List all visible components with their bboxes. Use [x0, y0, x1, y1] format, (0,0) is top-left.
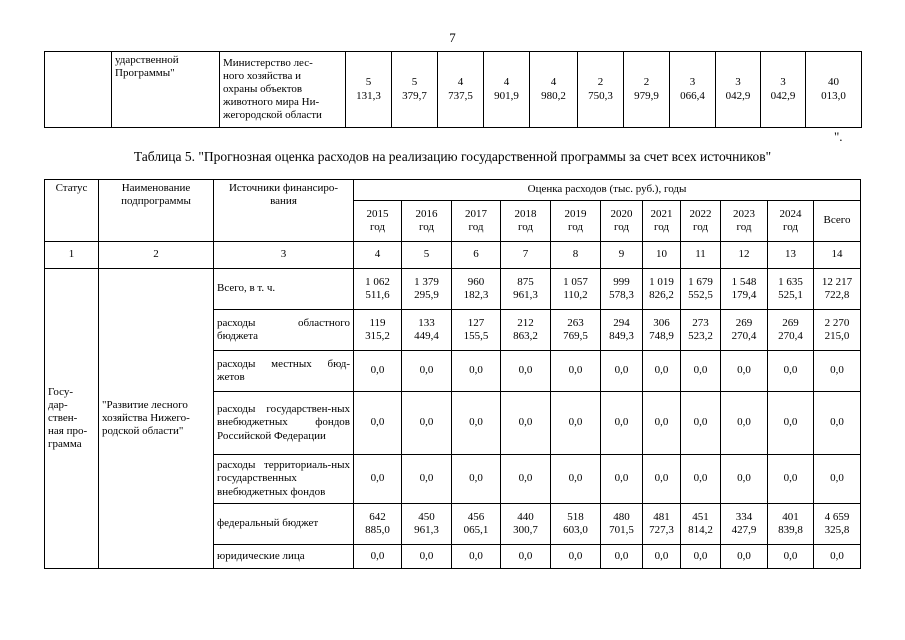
value-cell: 518 603,0: [551, 504, 601, 545]
value-cell: 4 901,9: [484, 52, 530, 128]
value-cell: 119 315,2: [354, 310, 402, 351]
value-cell: 0,0: [643, 351, 681, 392]
value-cell: 2 750,3: [578, 52, 624, 128]
value-cell: 334 427,9: [721, 504, 768, 545]
value-cell: 3 042,9: [716, 52, 761, 128]
value-cell: 263 769,5: [551, 310, 601, 351]
value-cell: 5 131,3: [346, 52, 392, 128]
header-year: 2024 год: [768, 201, 814, 242]
total-cell: 40 013,0: [806, 52, 862, 128]
value-cell: 0,0: [643, 392, 681, 455]
value-cell: 0,0: [768, 455, 814, 504]
value-cell: 273 523,2: [681, 310, 721, 351]
value-cell: 0,0: [402, 351, 452, 392]
column-number: 2: [99, 242, 214, 269]
column-number: 4: [354, 242, 402, 269]
value-cell: 960 182,3: [452, 269, 501, 310]
value-cell: 0,0: [402, 545, 452, 569]
executor-cell: Министерство лес- ного хозяйства и охраны объектов животного мира Ни- жегородской области: [220, 52, 346, 128]
column-number: 8: [551, 242, 601, 269]
header-year: 2018 год: [501, 201, 551, 242]
value-cell: 0,0: [354, 455, 402, 504]
value-cell: 480 701,5: [601, 504, 643, 545]
value-cell: 0,0: [768, 545, 814, 569]
value-cell: 306 748,9: [643, 310, 681, 351]
value-cell: 294 849,3: [601, 310, 643, 351]
value-cell: 0,0: [643, 455, 681, 504]
value-cell: 4 737,5: [438, 52, 484, 128]
source-cell: расходы местных бюд-жетов: [214, 351, 354, 392]
header-year: 2015 год: [354, 201, 402, 242]
table-caption: Таблица 5. "Прогнозная оценка расходов на реализацию государственной программы за счет всех источников": [133, 149, 772, 164]
value-cell: 0,0: [601, 455, 643, 504]
value-cell: 269 270,4: [721, 310, 768, 351]
value-cell: 1 548 179,4: [721, 269, 768, 310]
value-cell: 0,0: [721, 455, 768, 504]
value-cell: 0,0: [721, 351, 768, 392]
header-year: 2021 год: [643, 201, 681, 242]
value-cell: 456 065,1: [452, 504, 501, 545]
column-number: 6: [452, 242, 501, 269]
header-year: 2020 год: [601, 201, 643, 242]
column-number: 11: [681, 242, 721, 269]
value-cell: 0,0: [501, 455, 551, 504]
expenditure-forecast-table: [44, 179, 861, 569]
value-cell: 269 270,4: [768, 310, 814, 351]
value-cell: 1 635 525,1: [768, 269, 814, 310]
column-number: 14: [814, 242, 861, 269]
closing-quote: ".: [834, 129, 843, 144]
value-cell: 450 961,3: [402, 504, 452, 545]
header-year: 2016 год: [402, 201, 452, 242]
value-cell: 0,0: [681, 545, 721, 569]
total-cell: 0,0: [814, 392, 861, 455]
source-cell: юридические лица: [214, 545, 354, 569]
value-cell: 875 961,3: [501, 269, 551, 310]
value-cell: 5 379,7: [392, 52, 438, 128]
value-cell: 0,0: [601, 392, 643, 455]
value-cell: 1 057 110,2: [551, 269, 601, 310]
column-number: 1: [45, 242, 99, 269]
value-cell: 481 727,3: [643, 504, 681, 545]
value-cell: 0,0: [551, 351, 601, 392]
total-cell: 2 270 215,0: [814, 310, 861, 351]
value-cell: 0,0: [501, 392, 551, 455]
page-number: 7: [449, 30, 456, 45]
continued-table-fragment: [44, 51, 862, 128]
value-cell: 0,0: [551, 392, 601, 455]
value-cell: 0,0: [681, 455, 721, 504]
value-cell: 2 979,9: [624, 52, 670, 128]
header-year: 2023 год: [721, 201, 768, 242]
column-numbers-row: [45, 242, 861, 269]
column-number: 7: [501, 242, 551, 269]
value-cell: 642 885,0: [354, 504, 402, 545]
value-cell: 0,0: [551, 455, 601, 504]
header-year: 2017 год: [452, 201, 501, 242]
header-sources: Источники финансиро- вания: [214, 180, 354, 242]
column-number: 5: [402, 242, 452, 269]
value-cell: 0,0: [721, 392, 768, 455]
column-number: 9: [601, 242, 643, 269]
value-cell: 0,0: [721, 545, 768, 569]
total-cell: 0,0: [814, 545, 861, 569]
value-cell: 1 019 826,2: [643, 269, 681, 310]
program-name-cell: ударственной Программы": [112, 52, 220, 128]
value-cell: 0,0: [681, 392, 721, 455]
total-cell: 0,0: [814, 455, 861, 504]
value-cell: 0,0: [354, 545, 402, 569]
value-cell: 999 578,3: [601, 269, 643, 310]
source-cell: расходы территориаль-ных государственных внебюджетных фондов: [214, 455, 354, 504]
value-cell: 212 863,2: [501, 310, 551, 351]
value-cell: 3 042,9: [761, 52, 806, 128]
column-number: 10: [643, 242, 681, 269]
value-cell: 1 679 552,5: [681, 269, 721, 310]
value-cell: 440 300,7: [501, 504, 551, 545]
value-cell: 0,0: [681, 351, 721, 392]
header-total: Всего: [814, 201, 861, 242]
total-cell: 0,0: [814, 351, 861, 392]
value-cell: 0,0: [402, 455, 452, 504]
column-number: 12: [721, 242, 768, 269]
value-cell: 127 155,5: [452, 310, 501, 351]
value-cell: 0,0: [551, 545, 601, 569]
source-cell: расходы государствен-ных внебюджетных фондов Российской Федерации: [214, 392, 354, 455]
value-cell: 0,0: [601, 545, 643, 569]
value-cell: 0,0: [402, 392, 452, 455]
source-cell: расходы областного бюджета: [214, 310, 354, 351]
program-name-cell: "Развитие лесного хозяйства Нижего-родской области": [99, 269, 214, 569]
value-cell: 4 980,2: [530, 52, 578, 128]
value-cell: 0,0: [452, 392, 501, 455]
status-cell: [45, 52, 112, 128]
header-year: 2022 год: [681, 201, 721, 242]
value-cell: 0,0: [768, 392, 814, 455]
total-cell: 12 217 722,8: [814, 269, 861, 310]
total-cell: 4 659 325,8: [814, 504, 861, 545]
value-cell: 3 066,4: [670, 52, 716, 128]
column-number: 3: [214, 242, 354, 269]
source-cell: федеральный бюджет: [214, 504, 354, 545]
header-status: Статус: [45, 180, 99, 242]
header-name: Наименование подпрограммы: [99, 180, 214, 242]
status-cell: Госу- дар- ствен- ная про- грамма: [45, 269, 99, 569]
value-cell: 401 839,8: [768, 504, 814, 545]
value-cell: 451 814,2: [681, 504, 721, 545]
header-row: [45, 180, 861, 201]
source-cell: Всего, в т. ч.: [214, 269, 354, 310]
value-cell: 0,0: [452, 545, 501, 569]
table-row: [45, 52, 862, 128]
table-row: [45, 269, 861, 310]
value-cell: 133 449,4: [402, 310, 452, 351]
value-cell: 0,0: [601, 351, 643, 392]
column-number: 13: [768, 242, 814, 269]
value-cell: 0,0: [501, 351, 551, 392]
header-estimate: Оценка расходов (тыс. руб.), годы: [354, 180, 861, 201]
value-cell: 0,0: [354, 351, 402, 392]
value-cell: 0,0: [452, 455, 501, 504]
value-cell: 0,0: [354, 392, 402, 455]
value-cell: 0,0: [501, 545, 551, 569]
value-cell: 0,0: [643, 545, 681, 569]
value-cell: 1 062 511,6: [354, 269, 402, 310]
value-cell: 1 379 295,9: [402, 269, 452, 310]
value-cell: 0,0: [452, 351, 501, 392]
value-cell: 0,0: [768, 351, 814, 392]
header-year: 2019 год: [551, 201, 601, 242]
